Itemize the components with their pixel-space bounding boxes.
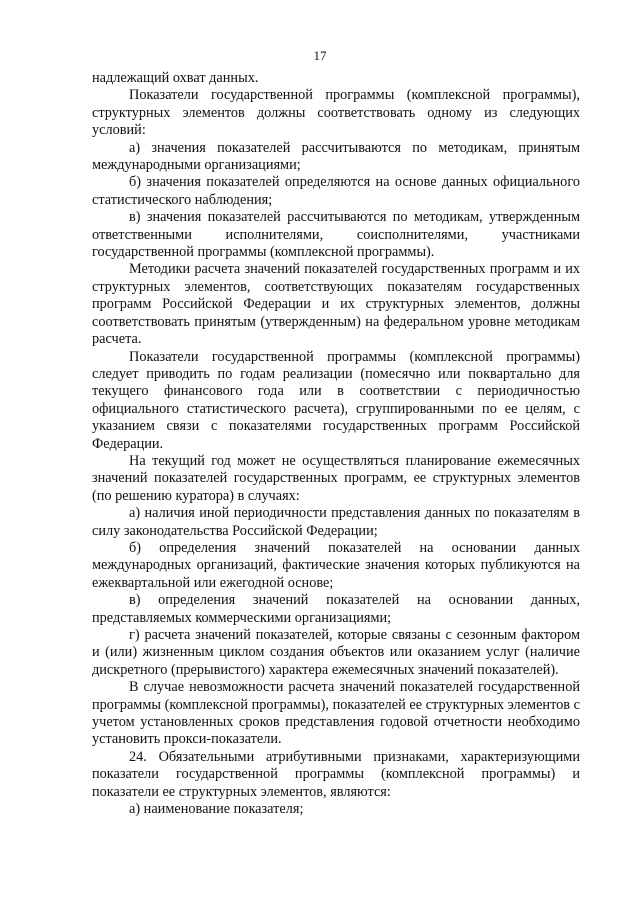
- paragraph: На текущий год может не осуществляться планирование ежемесячных значений показателей государственных программ, ее структурных элементов (по решению куратора) в случаях:: [92, 452, 580, 504]
- document-body: [92, 70, 580, 818]
- paragraph: В случае невозможности расчета значений показателей государственной программы (комплексной программы), показателей ее структурных элементов с учетом установленных сроков представления годовой отчетности необходимо установить прокси-показатели.: [92, 679, 580, 748]
- paragraph: г) расчета значений показателей, которые связаны с сезонным фактором и (или) жизненным циклом создания объектов или оказанием услуг (наличие дискретного (прерывистого) характера ежемесячных значений показателей).: [92, 627, 580, 678]
- paragraph: 24. Обязательными атрибутивными признаками, характеризующими показатели государственной программы (комплексной программы) и показатели ее структурных элементов, являются:: [92, 748, 580, 800]
- paragraph: Методики расчета значений показателей государственных программ и их структурных элементов, соответствующих показателям государственных программ Российской Федерации и их структурных элементов, должны соответствовать принятым (утвержденным) на федеральном уровне методикам расчета.: [92, 261, 580, 348]
- paragraph: в) определения значений показателей на основании данных, представляемых коммерческими организациями;: [92, 592, 580, 626]
- paragraph: б) определения значений показателей на основании данных международных организаций, фактические значения которых публикуются на ежеквартальной или ежегодной основе;: [92, 539, 580, 591]
- paragraph: б) значения показателей определяются на основе данных официального статистического наблюдения;: [92, 174, 580, 208]
- page-number: 17: [313, 48, 327, 63]
- paragraph: а) значения показателей рассчитываются по методикам, принятым международными организациями;: [92, 139, 580, 174]
- paragraph: Показатели государственной программы (комплексной программы), структурных элементов должны соответствовать одному из следующих условий:: [92, 87, 580, 139]
- paragraph: а) наименование показателя;: [129, 801, 304, 818]
- paragraph: а) наличия иной периодичности представления данных по показателям в силу законодательства Российской Федерации;: [92, 505, 580, 539]
- paragraph: в) значения показателей рассчитываются по методикам, утвержденным ответственными исполнителями, соисполнителями, участниками государственной программы (комплексной программы).: [92, 209, 580, 261]
- paragraph: надлежащий охват данных.: [92, 70, 259, 86]
- paragraph: Показатели государственной программы (комплексной программы) следует приводить по годам реализации (помесячно или поквартально для текущего финансового года или в соответствии с периодичностью официального статистического расчета), сгруппированными по ее целям, с указанием связи с показателями государственных программ Российской Федерации.: [92, 348, 580, 452]
